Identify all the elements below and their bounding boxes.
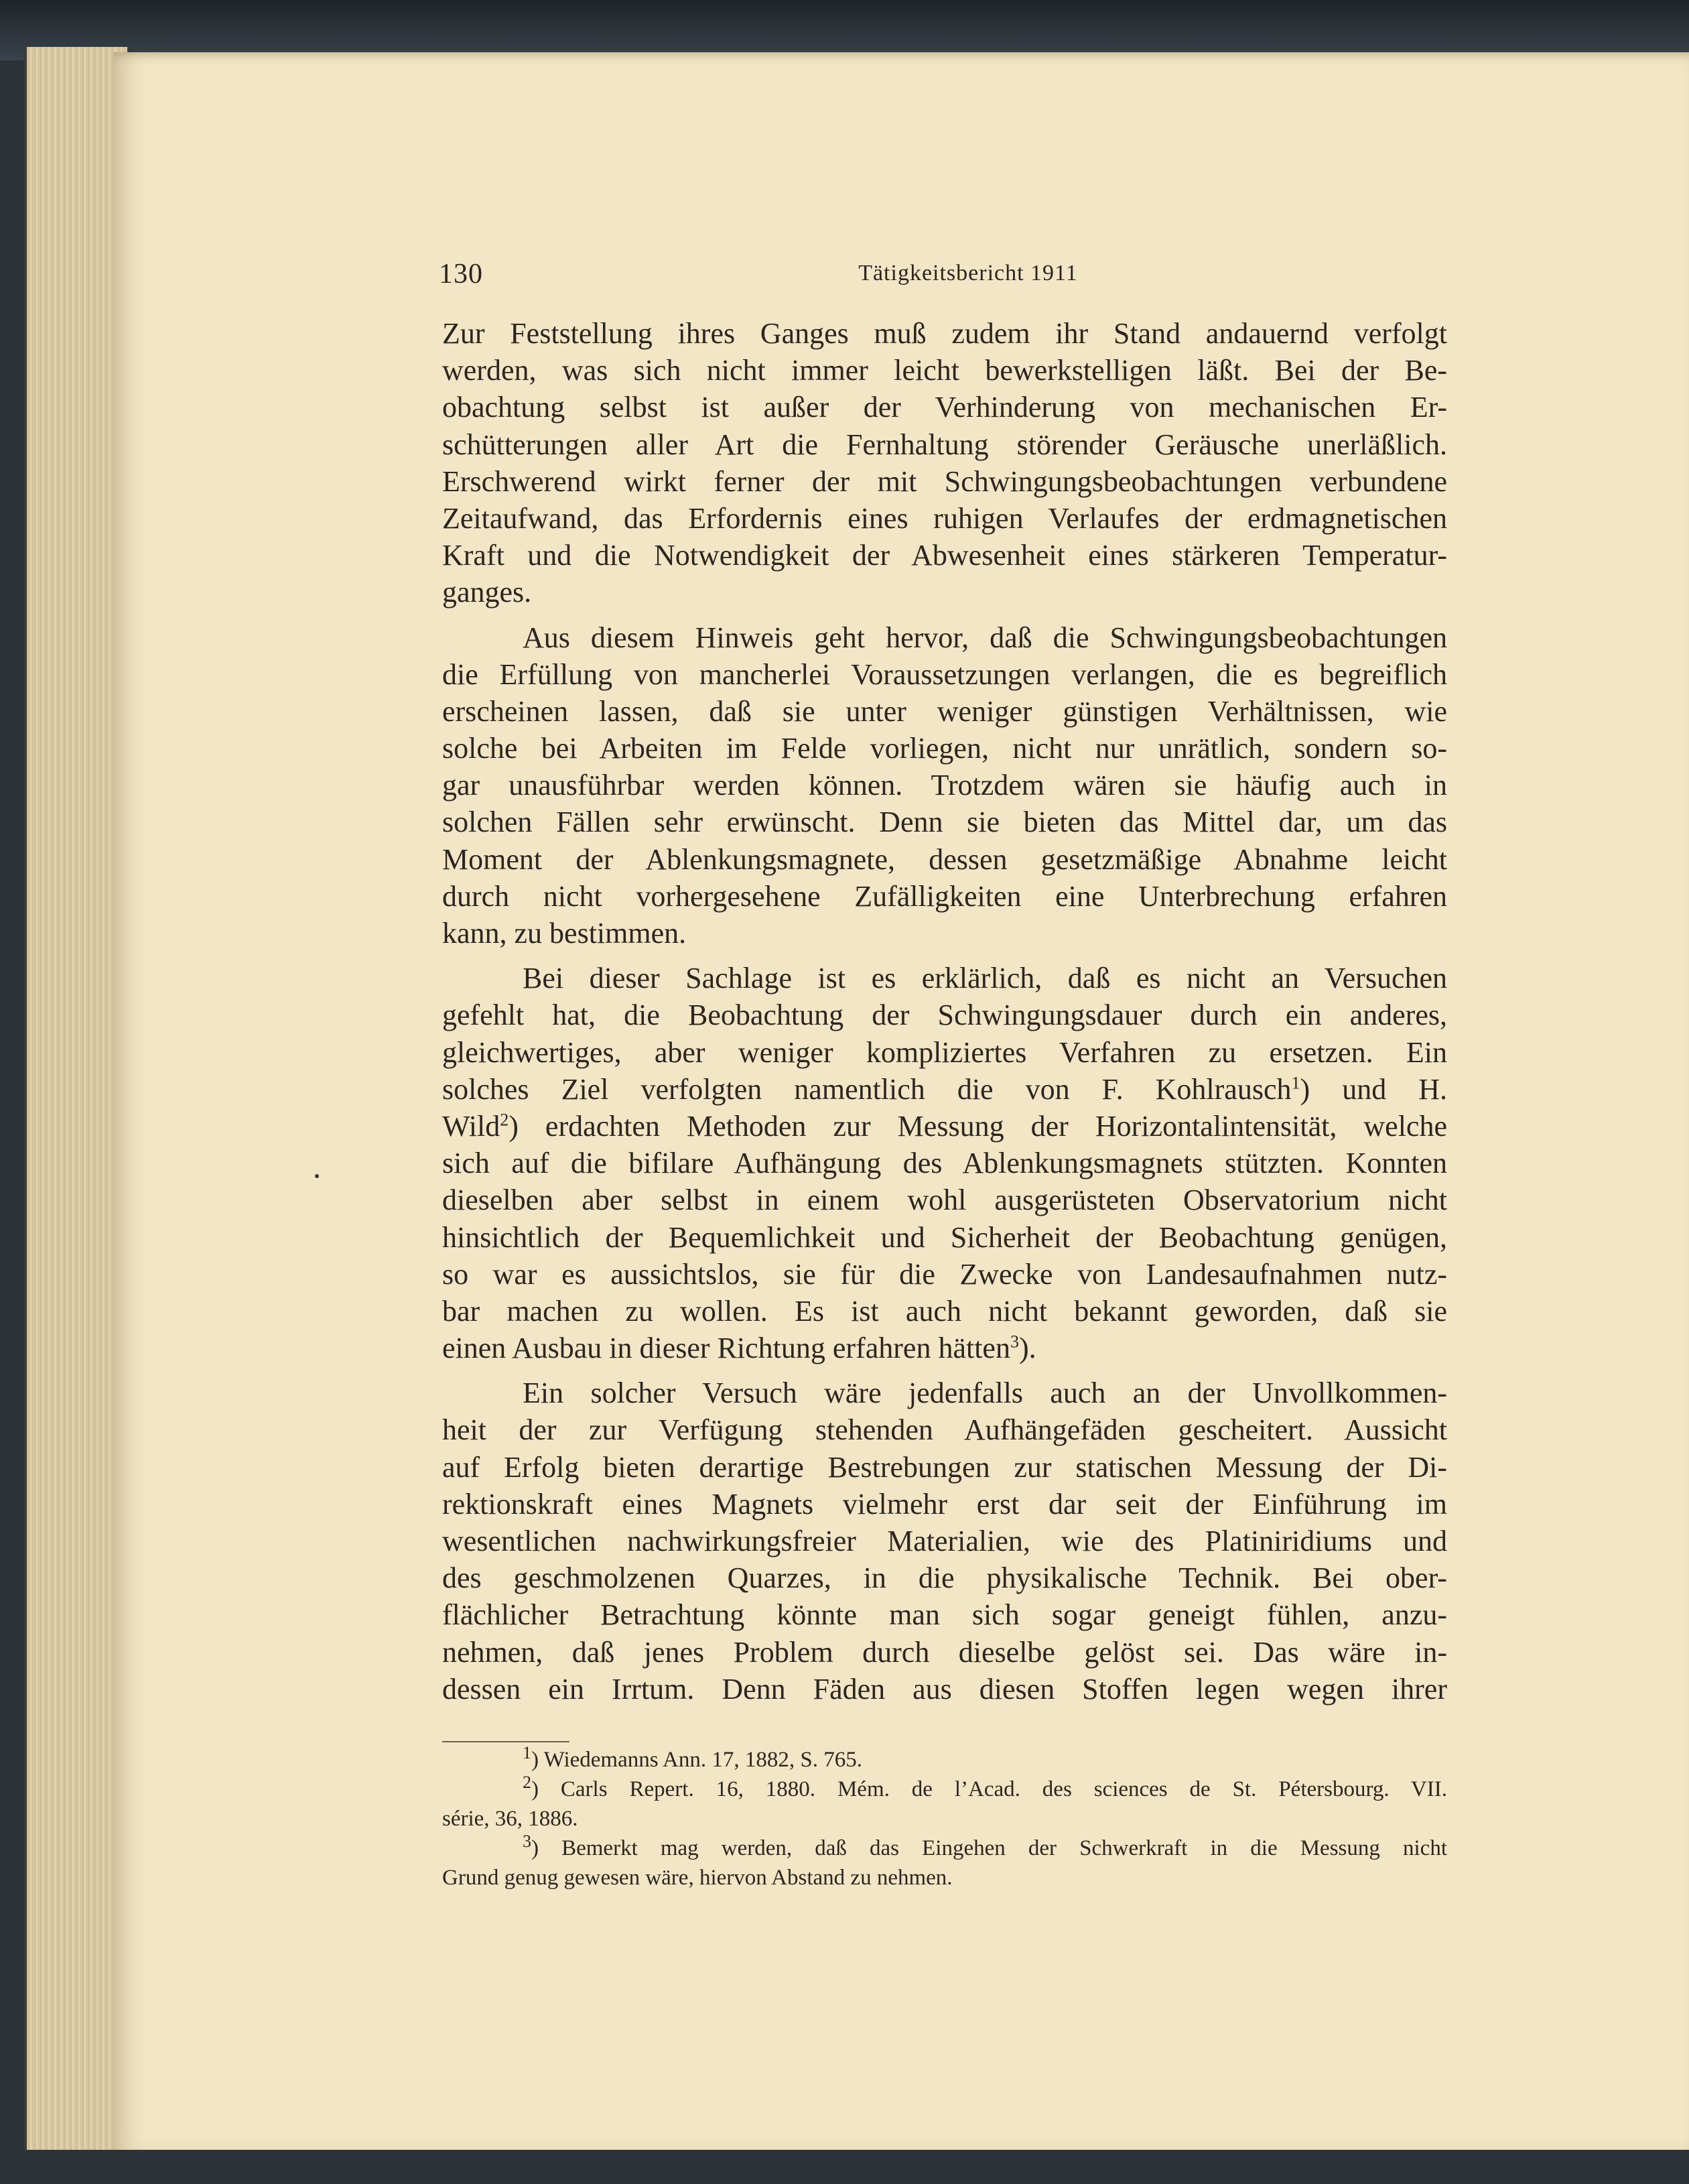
- text-line: Ein solcher Versuch wäre jedenfalls auch an der Unvollkommen-: [523, 1376, 1447, 1410]
- footnote-ref: 2: [500, 1110, 509, 1130]
- footnote-mark: 2: [523, 1773, 531, 1792]
- running-title: Tätigkeitsbericht 1911: [858, 261, 1078, 285]
- footnote-mark: 3: [523, 1832, 531, 1851]
- text-segment: ) und H.: [1300, 1072, 1448, 1106]
- text-line: gefehlt hat, die Beobachtung der Schwingungsdauer durch ein anderes,: [442, 999, 1447, 1032]
- text-line: Aus diesem Hinweis geht hervor, daß die Schwingungsbeobachtungen: [523, 621, 1447, 654]
- text-line: Erschwerend wirkt ferner der mit Schwingungsbeobachtungen verbundene: [442, 464, 1447, 498]
- text-segment: ).: [1018, 1332, 1036, 1365]
- text-line: ganges.: [442, 576, 532, 609]
- text-line: Zur Feststellung ihres Ganges muß zudem ihr Stand andauernd verfolgt: [442, 317, 1447, 350]
- text-line: gleichwertiges, aber weniger kompliziertes Verfahren zu ersetzen. Ein: [442, 1035, 1447, 1069]
- text-line: flächlicher Betrachtung könnte man sich sogar geneigt fühlen, anzu-: [442, 1598, 1447, 1632]
- book-cover-edge-top: [0, 0, 1689, 60]
- footnote-text: ) Bemerkt mag werden, daß das Eingehen der Schwerkraft in die Messung nicht: [531, 1836, 1447, 1860]
- footnote-3: [442, 1834, 1447, 1863]
- footnotes: [442, 1745, 1447, 1892]
- footnote-ref: 3: [1010, 1332, 1019, 1352]
- footnote-3-cont: Grund genug gewesen wäre, hiervon Abstand zu nehmen.: [442, 1866, 953, 1890]
- text-line: sich auf die bifilare Aufhängung des Ablenkungsmagnets stützten. Konnten: [442, 1147, 1447, 1180]
- footnote-ref: 1: [1291, 1073, 1300, 1093]
- text-line: solche bei Arbeiten im Felde vorliegen, nicht nur unrätlich, sondern so-: [442, 732, 1447, 765]
- text-line: [442, 1071, 1447, 1108]
- page-header: [439, 258, 1457, 298]
- text-segment: ) erdachten Methoden zur Messung der Horizontalintensität, welche: [509, 1109, 1447, 1143]
- margin-mark: [315, 1174, 319, 1178]
- text-line: bar machen zu wollen. Es ist auch nicht bekannt geworden, daß sie: [442, 1294, 1447, 1328]
- text-line: dessen ein Irrtum. Denn Fäden aus diesen Stoffen legen wegen ihrer: [442, 1672, 1447, 1706]
- page-number: 130: [439, 259, 483, 290]
- footnote-text: ) Wiedemanns Ann. 17, 1882, S. 765.: [531, 1748, 862, 1772]
- text-line: die Erfüllung von mancherlei Voraussetzungen verlangen, die es begreiflich: [442, 657, 1447, 691]
- text-line: Zeitaufwand, das Erfordernis eines ruhigen Verlaufes der erdmagnetischen: [442, 501, 1447, 535]
- book-cover-edge-bottom: [0, 2150, 1689, 2184]
- footnote-divider: [442, 1741, 569, 1742]
- text-line: schütterungen aller Art die Fernhaltung störender Geräusche unerläßlich.: [442, 428, 1447, 461]
- footnote-2-cont: série, 36, 1886.: [442, 1807, 578, 1831]
- text-line: Moment der Ablenkungsmagnete, dessen gesetzmäßige Abnahme leicht: [442, 842, 1447, 876]
- text-segment: Wild: [442, 1109, 500, 1143]
- text-line: Kraft und die Notwendigkeit der Abwesenheit eines stärkeren Temperatur-: [442, 539, 1447, 572]
- footnote-1: [442, 1745, 1447, 1775]
- text-line: hinsichtlich der Bequemlichkeit und Sicherheit der Beobachtung genügen,: [442, 1220, 1447, 1254]
- text-line: solchen Fällen sehr erwünscht. Denn sie bieten das Mittel dar, um das: [442, 806, 1447, 839]
- text-line: obachtung selbst ist außer der Verhinderung von mechanischen Er-: [442, 391, 1447, 424]
- text-line: heit der zur Verfügung stehenden Aufhängefäden gescheitert. Aussicht: [442, 1413, 1447, 1447]
- footnote-mark: 1: [523, 1743, 531, 1762]
- text-line: wesentlichen nachwirkungsfreier Materialien, wie des Platiniridiums und: [442, 1525, 1447, 1557]
- text-line: werden, was sich nicht immer leicht bewerkstelligen läßt. Bei der Be-: [442, 354, 1447, 387]
- text-line: auf Erfolg bieten derartige Bestrebungen zur statischen Messung der Di-: [442, 1450, 1447, 1484]
- text-segment: einen Ausbau in dieser Richtung erfahren hätten: [442, 1332, 1010, 1365]
- page-stack-edge: [24, 47, 127, 2151]
- text-line: [442, 1330, 1447, 1366]
- text-line: dieselben aber selbst in einem wohl ausgerüsteten Observatorium nicht: [442, 1183, 1447, 1217]
- text-line: kann, zu bestimmen.: [442, 917, 687, 950]
- footnote-2: [442, 1775, 1447, 1804]
- text-line: rektionskraft eines Magnets vielmehr erst dar seit der Einführung im: [442, 1487, 1447, 1521]
- text-line: gar unausführbar werden können. Trotzdem wären sie häufig auch in: [442, 769, 1447, 802]
- text-line: erscheinen lassen, daß sie unter weniger günstigen Verhältnissen, wie: [442, 694, 1447, 728]
- text-line: Bei dieser Sachlage ist es erklärlich, daß es nicht an Versuchen: [523, 962, 1447, 995]
- text-line: des geschmolzenen Quarzes, in die physikalische Technik. Bei ober-: [442, 1561, 1447, 1595]
- text-segment: solches Ziel verfolgten namentlich die von F. Kohlrausch: [442, 1072, 1292, 1106]
- text-line: [442, 1108, 1447, 1145]
- footnote-text: ) Carls Repert. 16, 1880. Mém. de l’Acad. des sciences de St. Pétersbourg. VII.: [531, 1777, 1447, 1801]
- body-text: [442, 315, 1447, 1708]
- text-line: nehmen, daß jenes Problem durch dieselbe gelöst sei. Das wäre in-: [442, 1635, 1447, 1669]
- text-line: so war es aussichtslos, sie für die Zwecke von Landesaufnahmen nutz-: [442, 1257, 1447, 1291]
- text-line: durch nicht vorhergesehene Zufälligkeiten eine Unterbrechung erfahren: [442, 879, 1447, 913]
